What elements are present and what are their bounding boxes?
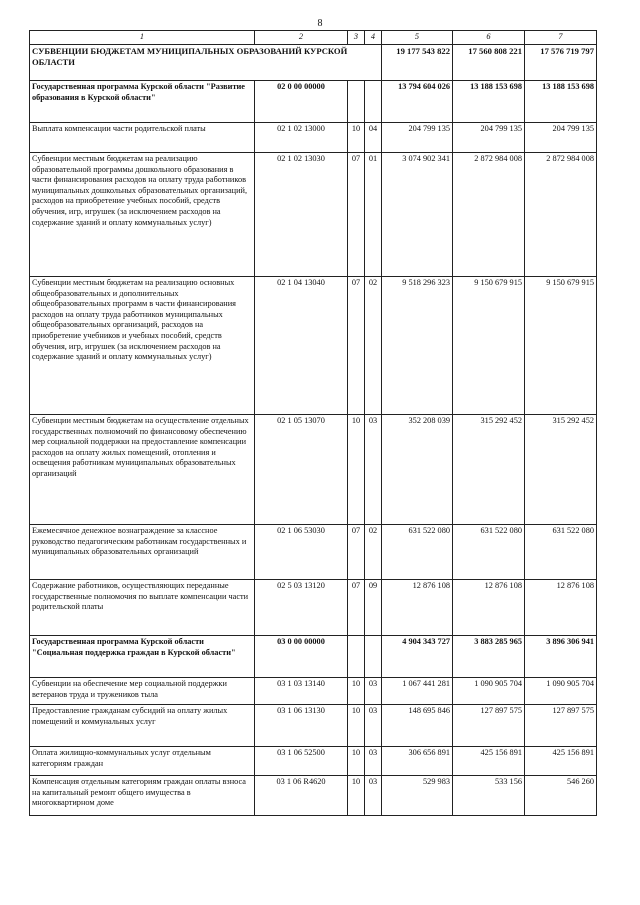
value-col5: 204 799 135: [382, 123, 453, 153]
row-code: 02 1 04 13040: [255, 277, 348, 415]
row-subsection: [365, 636, 382, 678]
table-row-program: [30, 81, 597, 123]
value-col7: 631 522 080: [525, 525, 597, 580]
table-row: [30, 153, 597, 277]
value-col7: 17 576 719 797: [525, 45, 597, 81]
table-row: [30, 705, 597, 747]
value-col7: 204 799 135: [525, 123, 597, 153]
value-col7: 1 090 905 704: [525, 678, 597, 705]
row-section: 07: [348, 153, 365, 277]
row-name: Субвенции местным бюджетам на реализацию образовательной программы дошкольного образования в части финансирования расходов на оплату труда работников муниципальных дошкольных образовательных организаций, расходов на приобретение учебных пособий, средств обучения, игр, игрушек (за исключением расходов на содержание зданий и оплату коммунальных услуг): [30, 153, 255, 277]
value-col5: 12 876 108: [382, 580, 453, 636]
row-code: 02 5 03 13120: [255, 580, 348, 636]
row-code: 02 0 00 00000: [255, 81, 348, 123]
table-row: [30, 525, 597, 580]
row-code: 02 1 02 13030: [255, 153, 348, 277]
header-cell: 4: [365, 31, 382, 45]
value-col6: 631 522 080: [453, 525, 525, 580]
row-subsection: 09: [365, 580, 382, 636]
value-col6: 533 156: [453, 776, 525, 816]
row-name: Субвенции местным бюджетам на реализацию основных общеобразовательных и дополнительных общеобразовательных программ в части финансирования расходов на оплату труда работников муниципальных общеобразовательных организаций, расходов на приобретение учебников и учебных пособий, средств обучения, игр, игрушек (за исключением расходов на содержание зданий и оплату коммунальных услуг): [30, 277, 255, 415]
header-cell: 2: [255, 31, 348, 45]
row-name: Субвенции местным бюджетам на осуществление отдельных государственных полномочий по финансовому обеспечению мер социальной поддержки на предоставление компенсации расходов на оплату жилых помещений, отопления и освещения работникам муниципальных образовательных организаций: [30, 415, 255, 525]
header-cell: 1: [30, 31, 255, 45]
row-name: Государственная программа Курской области "Социальная поддержка граждан в Курской области": [30, 636, 255, 678]
value-col5: 529 983: [382, 776, 453, 816]
row-code: 03 0 00 00000: [255, 636, 348, 678]
table-row: [30, 415, 597, 525]
row-subsection: 03: [365, 678, 382, 705]
column-number-row: [30, 31, 597, 45]
value-col5: 306 656 891: [382, 747, 453, 776]
page-number: 8: [317, 18, 323, 29]
value-col6: 9 150 679 915: [453, 277, 525, 415]
header-cell: 6: [453, 31, 525, 45]
row-section: 10: [348, 123, 365, 153]
value-col7: 315 292 452: [525, 415, 597, 525]
header-cell: 7: [525, 31, 597, 45]
row-name: Выплата компенсации части родительской платы: [30, 123, 255, 153]
value-col7: 3 896 306 941: [525, 636, 597, 678]
row-subsection: 02: [365, 277, 382, 415]
value-col6: 425 156 891: [453, 747, 525, 776]
row-section: 10: [348, 705, 365, 747]
value-col6: 315 292 452: [453, 415, 525, 525]
row-section: 07: [348, 580, 365, 636]
row-name: Компенсация отдельным категориям граждан оплаты взноса на капитальный ремонт общего имущества в многоквартирном доме: [30, 776, 255, 816]
row-section: 10: [348, 776, 365, 816]
row-section: 10: [348, 747, 365, 776]
value-col5: 1 067 441 281: [382, 678, 453, 705]
row-code: 03 1 06 52500: [255, 747, 348, 776]
budget-table: [29, 30, 597, 816]
row-name: Ежемесячное денежное вознаграждение за классное руководство педагогическим работникам государственных и муниципальных образовательных организаций: [30, 525, 255, 580]
value-col5: 4 904 343 727: [382, 636, 453, 678]
value-col5: 13 794 604 026: [382, 81, 453, 123]
row-code: 02 1 05 13070: [255, 415, 348, 525]
row-name: Предоставление гражданам субсидий на оплату жилых помещений и коммунальных услуг: [30, 705, 255, 747]
row-code: 03 1 06 13130: [255, 705, 348, 747]
row-subsection: 03: [365, 747, 382, 776]
value-col5: 19 177 543 822: [382, 45, 453, 81]
table-row: [30, 678, 597, 705]
table-row-total: [30, 45, 597, 81]
value-col6: 127 897 575: [453, 705, 525, 747]
value-col6: 3 883 285 965: [453, 636, 525, 678]
value-col6: 2 872 984 008: [453, 153, 525, 277]
row-section: 07: [348, 525, 365, 580]
row-subsection: 03: [365, 705, 382, 747]
header-cell: 3: [348, 31, 365, 45]
row-subsection: 03: [365, 776, 382, 816]
row-section: 10: [348, 415, 365, 525]
row-code: 03 1 06 R4620: [255, 776, 348, 816]
value-col6: 1 090 905 704: [453, 678, 525, 705]
table-row: [30, 277, 597, 415]
row-section: [348, 636, 365, 678]
row-subsection: 03: [365, 415, 382, 525]
row-subsection: 04: [365, 123, 382, 153]
value-col5: 9 518 296 323: [382, 277, 453, 415]
value-col7: 425 156 891: [525, 747, 597, 776]
row-code: 02 1 06 53030: [255, 525, 348, 580]
value-col7: 13 188 153 698: [525, 81, 597, 123]
value-col6: 13 188 153 698: [453, 81, 525, 123]
row-code: 02 1 02 13000: [255, 123, 348, 153]
row-subsection: 02: [365, 525, 382, 580]
row-section: 10: [348, 678, 365, 705]
value-col6: 12 876 108: [453, 580, 525, 636]
row-subsection: 01: [365, 153, 382, 277]
value-col7: 2 872 984 008: [525, 153, 597, 277]
table-row: [30, 123, 597, 153]
value-col7: 9 150 679 915: [525, 277, 597, 415]
header-cell: 5: [382, 31, 453, 45]
value-col5: 631 522 080: [382, 525, 453, 580]
row-name: Субвенции на обеспечение мер социальной поддержки ветеранов труда и тружеников тыла: [30, 678, 255, 705]
table-row-program: [30, 636, 597, 678]
row-name: Содержание работников, осуществляющих переданные государственные полномочия по выплате компенсации части родительской платы: [30, 580, 255, 636]
table-row: [30, 747, 597, 776]
value-col6: 204 799 135: [453, 123, 525, 153]
row-section: [348, 81, 365, 123]
row-subsection: [365, 81, 382, 123]
row-code: 03 1 03 13140: [255, 678, 348, 705]
value-col7: 12 876 108: [525, 580, 597, 636]
value-col7: 127 897 575: [525, 705, 597, 747]
value-col5: 352 208 039: [382, 415, 453, 525]
table-row: [30, 776, 597, 816]
row-name: Государственная программа Курской области "Развитие образования в Курской области": [30, 81, 255, 123]
value-col5: 148 695 846: [382, 705, 453, 747]
value-col5: 3 074 902 341: [382, 153, 453, 277]
row-name: Оплата жилищно-коммунальных услуг отдельным категориям граждан: [30, 747, 255, 776]
row-section: 07: [348, 277, 365, 415]
value-col6: 17 560 808 221: [453, 45, 525, 81]
table-row: [30, 580, 597, 636]
value-col7: 546 260: [525, 776, 597, 816]
row-name: СУБВЕНЦИИ БЮДЖЕТАМ МУНИЦИПАЛЬНЫХ ОБРАЗОВАНИЙ КУРСКОЙ ОБЛАСТИ: [30, 45, 382, 81]
